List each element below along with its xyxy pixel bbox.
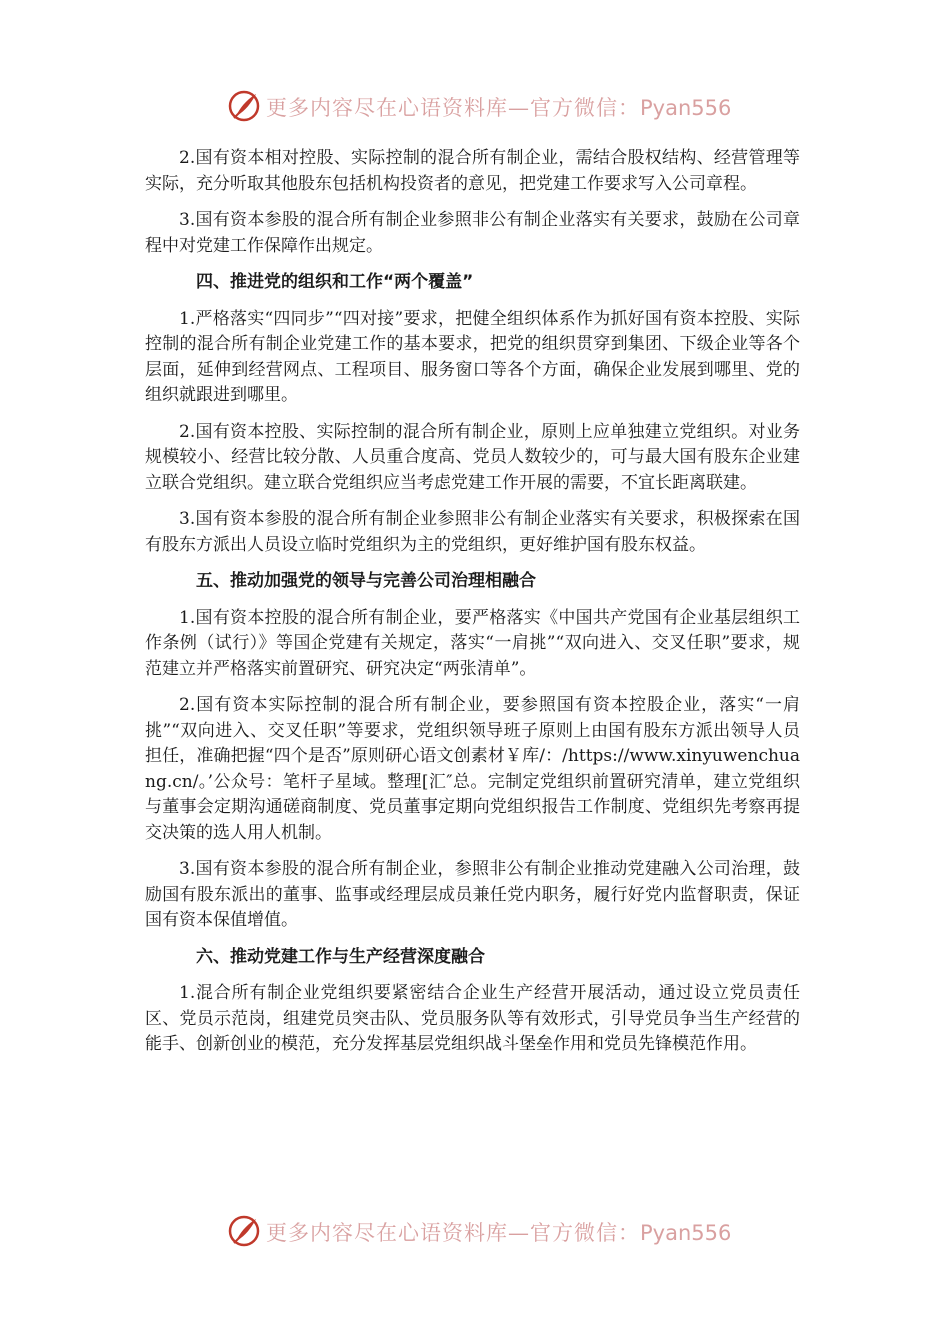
paragraph: 3.国有资本参股的混合所有制企业参照非公有制企业落实有关要求，积极探索在国有股东方派出人员设立临时党组织为主的党组织，更好维护国有股东权益。 <box>145 509 800 555</box>
section-heading: 五、推动加强党的领导与完善公司治理相融合 <box>196 571 536 591</box>
banner-text: 更多内容尽在心语资料库—官方微信：Pyan556 <box>266 1221 732 1245</box>
paragraph: 2.国有资本实际控制的混合所有制企业，要参照国有资本控股企业，落实“一肩挑”“双向进入、交叉任职”等要求，党组织领导班子原则上由国有股东方派出领导人员担任，准确把握“四个是否”原则研心语文创素材￥库/：/https://www.xinyuwenchuang.cn/。’公众号：笔杆子星域。整理[汇″总。完制定党组织前置研究清单，建立党组织与董事会定期沟通磋商制度、党员董事定期向党组织报告工作制度、党组织先考察再提交决策的选人用人机制。 <box>145 695 800 843</box>
paragraph: 1.严格落实“四同步”“四对接”要求，把健全组织体系作为抓好国有资本控股、实际控制的混合所有制企业党建工作的基本要求，把党的组织贯穿到集团、下级企业等各个层面，延伸到经营网点、工程项目、服务窗口等各个方面，确保企业发展到哪里、党的组织就跟进到哪里。 <box>145 308 800 405</box>
paragraph: 1.混合所有制企业党组织要紧密结合企业生产经营开展活动，通过设立党员责任区、党员示范岗，组建党员突击队、党员服务队等有效形式，引导党员争当生产经营的能手、创新创业的模范，充分发挥基层党组织战斗堡垒作用和党员先锋模范作用。 <box>145 983 800 1054</box>
document-body <box>145 146 800 1069</box>
banner-text: 更多内容尽在心语资料库—官方微信：Pyan556 <box>266 96 732 120</box>
banner-brand: Pyan556 <box>640 96 732 120</box>
paragraph: 3.国有资本参股的混合所有制企业，参照非公有制企业推动党建融入公司治理，鼓励国有股东派出的董事、监事或经理层成员兼任党内职务，履行好党内监督职责，保证国有资本保值增值。 <box>145 859 800 930</box>
section-heading: 四、推进党的组织和工作“两个覆盖” <box>196 272 474 292</box>
paragraph: 1.国有资本控股的混合所有制企业，要严格落实《中国共产党国有企业基层组织工作条例（试行）》等国企党建有关规定，落实“一肩挑”“双向进入、交叉任职”要求，规范建立并严格落实前置研究、研究决定“两张清单”。 <box>145 607 800 679</box>
quill-pen-icon <box>226 1213 262 1249</box>
paragraph: 2.国有资本相对控股、实际控制的混合所有制企业，需结合股权结构、经营管理等实际，充分听取其他股东包括机构投资者的意见，把党建工作要求写入公司章程。 <box>145 148 800 194</box>
header-banner <box>0 86 950 126</box>
paragraph: 3.国有资本参股的混合所有制企业参照非公有制企业落实有关要求，鼓励在公司章程中对党建工作保障作出规定。 <box>145 210 800 256</box>
paragraph: 2.国有资本控股、实际控制的混合所有制企业，原则上应单独建立党组织。对业务规模较小、经营比较分散、人员重合度高、党员人数较少的，可与最大国有股东企业建立联合党组织。建立联合党组织应当考虑党建工作开展的需要，不宜长距离联建。 <box>145 421 800 493</box>
section-heading: 六、推动党建工作与生产经营深度融合 <box>196 946 485 967</box>
banner-brand: Pyan556 <box>640 1221 732 1245</box>
quill-pen-icon <box>226 88 262 124</box>
footer-banner <box>0 1211 950 1251</box>
